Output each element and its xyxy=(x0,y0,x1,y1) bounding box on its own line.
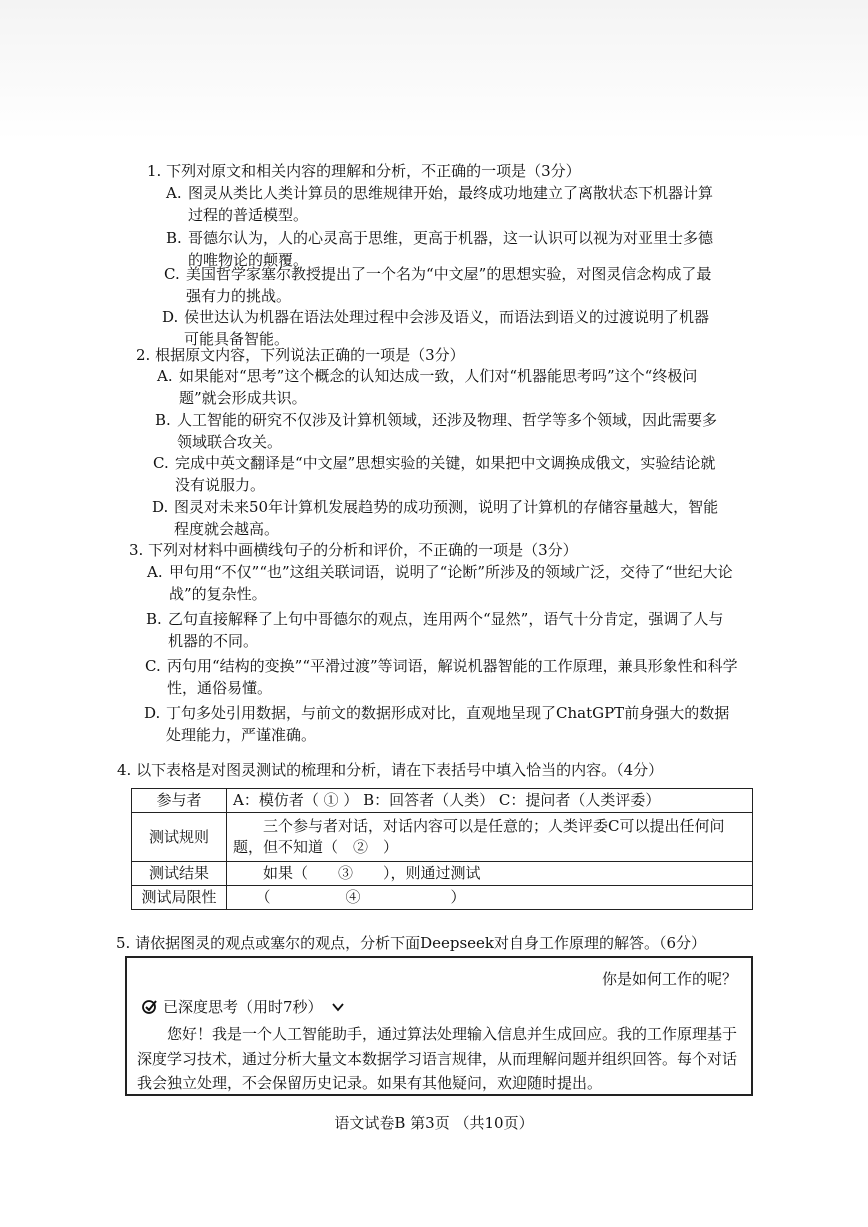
option-label: C. xyxy=(153,454,169,472)
q4-stem: 4. 以下表格是对图灵测试的梳理和分析，请在下表括号中填入恰当的内容。（4分） xyxy=(117,761,664,779)
table-cell: （ ④ ） xyxy=(227,886,753,910)
q3-stem: 3. 下列对材料中画横线句子的分析和评价，不正确的一项是（3分） xyxy=(129,541,578,559)
option-label: B. xyxy=(146,610,162,628)
option-text: 哥德尔认为，人的心灵高于思维，更高于机器，这一认识可以视为对亚里士多德的唯物论的颠覆。 xyxy=(188,229,714,269)
option-text: 美国哲学家塞尔教授提出了一个名为“中文屋”的思想实验，对图灵信念构成了最强有力的挑战。 xyxy=(186,265,712,305)
option-text: 如果能对“思考”这个概念的认知达成一致，人们对“机器能思考吗”这个“终极问题”就会形成共识。 xyxy=(179,367,698,407)
table-row xyxy=(132,813,753,862)
q2-option-b xyxy=(155,410,727,454)
table-cell: 三个参与者对话，对话内容可以是任意的；人类评委C可以提出任何问题，但不知道（ ② ） xyxy=(227,813,753,862)
q2-stem: 2. 根据原文内容，下列说法正确的一项是（3分） xyxy=(136,346,465,364)
option-text: 乙句直接解释了上句中哥德尔的观点，连用两个“显然”，语气十分肯定，强调了人与机器的不同。 xyxy=(168,610,724,650)
q5-stem: 5. 请依据图灵的观点或塞尔的观点，分析下面Deepseek对自身工作原理的解答。（6分） xyxy=(116,934,707,952)
user-question: 你是如何工作的呢？ xyxy=(601,970,737,988)
chevron-down-icon xyxy=(331,1000,345,1014)
option-text: 人工智能的研究不仅涉及计算机领域，还涉及物理、哲学等多个领域，因此需要多领域联合攻关。 xyxy=(177,411,718,451)
thinking-toggle[interactable] xyxy=(141,996,345,1017)
q1-stem: 1. 下列对原文和相关内容的理解和分析，不正确的一项是（3分） xyxy=(147,162,581,180)
option-label: B. xyxy=(155,411,171,429)
option-text: 丁句多处引用数据，与前文的数据形成对比，直观地呈现了ChatGPT前身强大的数据处理能力，严谨准确。 xyxy=(166,704,730,744)
q3-option-b xyxy=(146,609,738,653)
option-text: 甲句用“不仅”“也”这组关联词语，说明了“论断”所涉及的领域广泛，交待了“世纪大论战”的复杂性。 xyxy=(169,563,733,603)
option-label: D. xyxy=(162,308,179,326)
table-row xyxy=(132,886,753,910)
table-cell: A：模仿者（ ① ） B：回答者（人类） C：提问者（人类评委） xyxy=(227,789,753,813)
option-text: 侯世达认为机器在语法处理过程中会涉及语义，而语法到语义的过渡说明了机器可能具备智能。 xyxy=(184,308,710,348)
deepseek-chat-box xyxy=(125,956,753,1096)
table-cell: 如果（ ③ ），则通过测试 xyxy=(227,862,753,886)
q3-option-c xyxy=(145,656,739,700)
q2-option-a xyxy=(157,366,729,410)
q3-option-a xyxy=(147,562,737,606)
table-row xyxy=(132,862,753,886)
q3-option-d xyxy=(144,703,744,747)
table-header-cell: 测试局限性 xyxy=(132,886,227,910)
assistant-answer: 您好！我是一个人工智能助手，通过算法处理输入信息并生成回应。我的工作原理基于深度学习技术，通过分析大量文本数据学习语言规律，从而理解问题并组织回答。每个对话我会独立处理，不会保留历史记录。如果有其他疑问，欢迎随时提出。 xyxy=(137,1025,738,1092)
option-label: A. xyxy=(157,367,173,385)
option-label: A. xyxy=(166,184,182,202)
option-text: 完成中英文翻译是“中文屋”思想实验的关键，如果把中文调换成俄文，实验结论就没有说服力。 xyxy=(175,454,716,494)
option-text: 丙句用“结构的变换”“平滑过渡”等词语，解说机器智能的工作原理，兼具形象性和科学性，通俗易懂。 xyxy=(167,657,738,697)
table-header-cell: 测试结果 xyxy=(132,862,227,886)
table-row xyxy=(132,789,753,813)
q2-option-d xyxy=(152,497,727,541)
option-text: 图灵从类比人类计算员的思维规律开始，最终成功地建立了离散状态下机器计算过程的普适模型。 xyxy=(188,184,714,224)
table-header-cell: 参与者 xyxy=(132,789,227,813)
option-label: B. xyxy=(166,229,182,247)
page-footer: 语文试卷B 第3页 （共10页） xyxy=(334,1114,534,1132)
q2-option-c xyxy=(153,453,725,497)
q1-option-c xyxy=(164,264,724,308)
thinking-label: 已深度思考（用时7秒） xyxy=(163,998,323,1016)
option-label: C. xyxy=(145,657,161,675)
q4-table xyxy=(131,788,753,910)
deep-thinking-icon xyxy=(141,998,159,1016)
option-label: C. xyxy=(164,265,180,283)
option-label: D. xyxy=(152,498,169,516)
option-label: A. xyxy=(147,563,163,581)
table-header-cell: 测试规则 xyxy=(132,813,227,862)
q1-option-a xyxy=(166,183,726,227)
option-text: 图灵对未来50年计算机发展趋势的成功预测，说明了计算机的存储容量越大，智能程度就会越高。 xyxy=(174,498,719,538)
option-label: D. xyxy=(144,704,161,722)
